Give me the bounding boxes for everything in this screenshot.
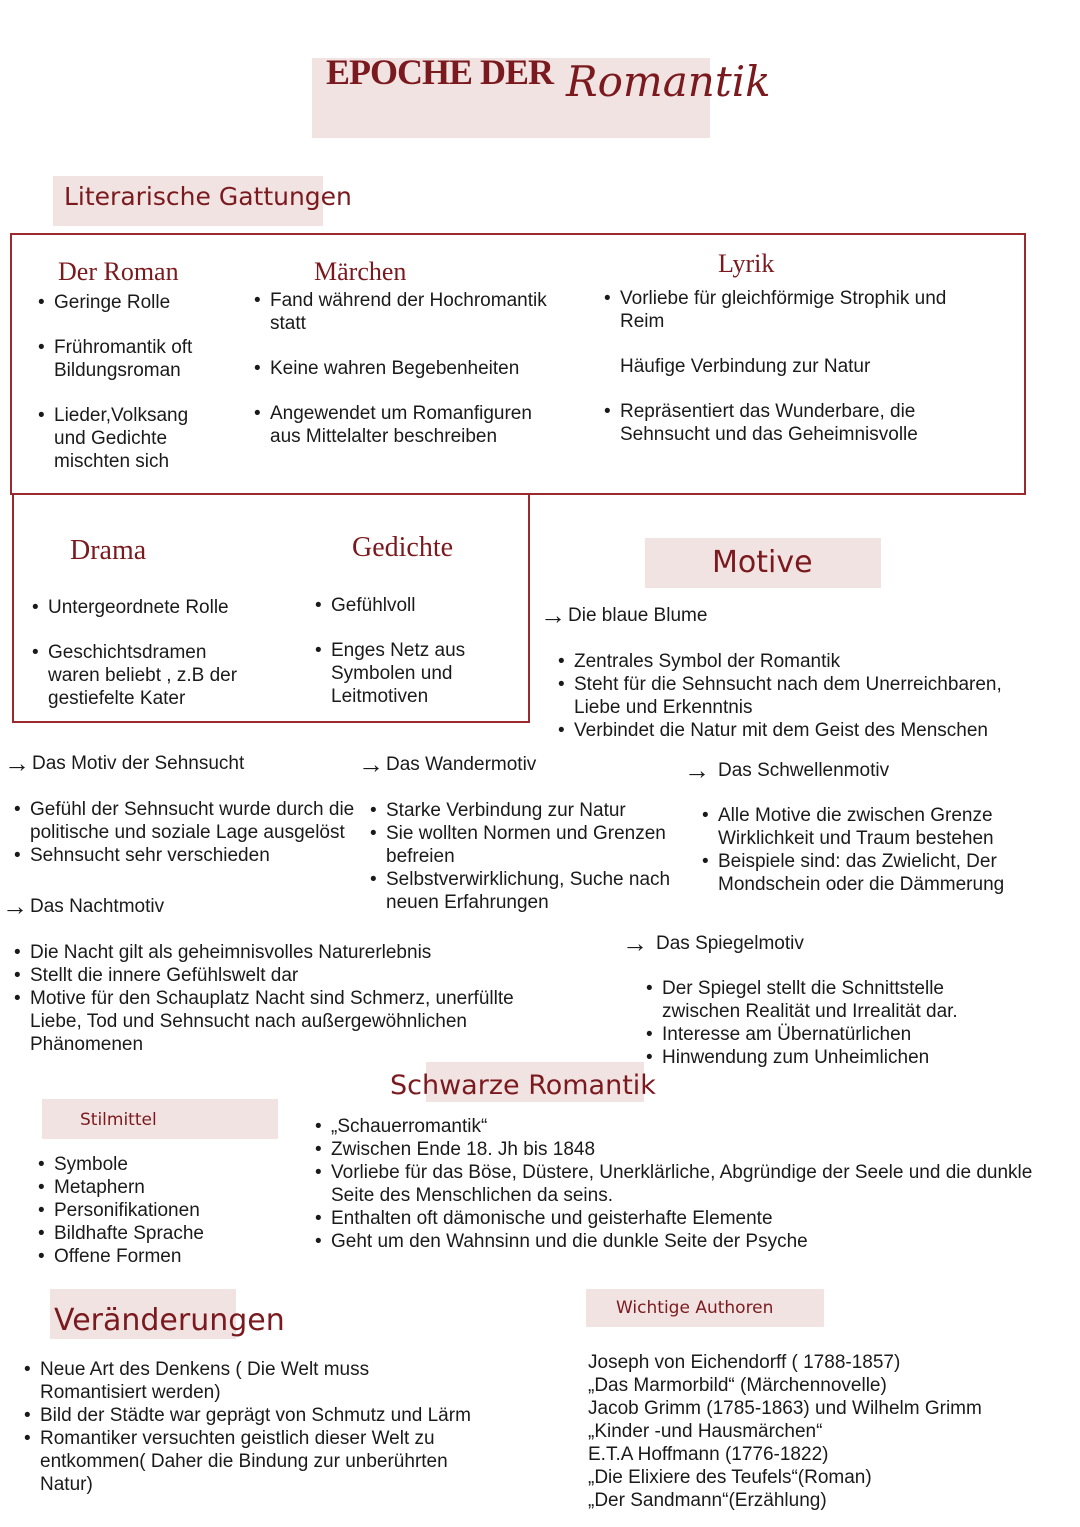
gedichte-heading: Gedichte bbox=[352, 532, 454, 563]
maerchen-list bbox=[252, 289, 572, 448]
list-item: • Geht um den Wahnsinn und die dunkle Seite der Psyche bbox=[313, 1230, 1073, 1253]
stilmittel-heading: Stilmittel bbox=[80, 1110, 157, 1130]
list-item: • Geschichtsdramen waren beliebt , z.B der gestiefelte Kater bbox=[30, 641, 258, 710]
list-item: • Lieder,Volksang und Gedichte mischten sich bbox=[36, 404, 214, 473]
list-item: • Untergeordnete Rolle bbox=[30, 596, 270, 619]
schwelle-list bbox=[700, 804, 1020, 896]
list-item: • Verbindet die Natur mit dem Geist des Menschen bbox=[556, 719, 1056, 742]
autoren-list bbox=[588, 1351, 1068, 1512]
list-item: • Zentrales Symbol der Romantik bbox=[556, 650, 1056, 673]
roman-heading: Der Roman bbox=[58, 257, 179, 286]
list-item: • Enges Netz aus Symbolen und Leitmotiven bbox=[313, 639, 491, 708]
wander-list bbox=[368, 799, 688, 914]
list-item: • Bild der Städte war geprägt von Schmutz und Lärm bbox=[22, 1404, 502, 1427]
list-item: • Offene Formen bbox=[36, 1245, 256, 1268]
list-item: • Repräsentiert das Wunderbare, die Sehnsucht und das Geheimnisvolle bbox=[602, 400, 950, 446]
maerchen-heading: Märchen bbox=[314, 257, 407, 286]
list-item: • Motive für den Schauplatz Nacht sind Schmerz, unerfüllte Liebe, Tod und Sehnsucht nach außergewöhnlichen Phänomenen bbox=[12, 987, 540, 1056]
list-item: „Die Elixiere des Teufels“(Roman) bbox=[588, 1467, 872, 1488]
list-item: • Sie wollten Normen und Grenzen befreien bbox=[368, 822, 686, 868]
list-item: • Enthalten oft dämonische und geisterhafte Elemente bbox=[313, 1207, 1073, 1230]
list-item: • Selbstverwirklichung, Suche nach neuen Erfahrungen bbox=[368, 868, 696, 914]
list-item: „Der Sandmann“(Erzählung) bbox=[588, 1490, 827, 1511]
arrow-right-icon: → bbox=[684, 755, 710, 785]
list-item: • Alle Motive die zwischen Grenze Wirklichkeit und Traum bestehen bbox=[700, 804, 1018, 850]
sehnsucht-list bbox=[12, 798, 372, 867]
list-item: • Romantiker versuchten geistlich dieser Welt zu entkommen( Daher die Bindung zur unberührten Natur) bbox=[22, 1427, 480, 1496]
list-item: E.T.A Hoffmann (1776-1822) bbox=[588, 1444, 829, 1465]
motif-nacht-title: → Das Nachtmotiv bbox=[2, 891, 165, 921]
motif-blaue-blume-title: → Die blaue Blume bbox=[540, 600, 708, 630]
list-item: • Die Nacht gilt als geheimnisvolles Naturerlebnis bbox=[12, 941, 552, 964]
arrow-right-icon: → bbox=[4, 748, 30, 778]
list-item: • Vorliebe für gleichförmige Strophik und Reim bbox=[602, 287, 980, 333]
list-item: • Beispiele sind: das Zwielicht, Der Mondschein oder die Dämmerung bbox=[700, 850, 1028, 896]
arrow-right-icon: → bbox=[622, 928, 648, 958]
list-item: • Angewendet um Romanfiguren aus Mittelalter beschreiben bbox=[252, 402, 560, 448]
motive-heading: Motive bbox=[712, 545, 813, 580]
list-item: • Interesse am Übernatürlichen bbox=[644, 1023, 1004, 1046]
schwarze-list bbox=[313, 1115, 1073, 1253]
stilmittel-list bbox=[36, 1153, 256, 1268]
page-title-script: Romantik bbox=[566, 57, 771, 106]
list-item: • Gefühlvoll bbox=[313, 594, 513, 617]
gattungen-heading: Literarische Gattungen bbox=[64, 182, 352, 211]
list-item: • Geringe Rolle bbox=[36, 291, 236, 314]
arrow-right-icon: → bbox=[2, 891, 28, 921]
list-item: • Starke Verbindung zur Natur bbox=[368, 799, 688, 822]
drama-heading: Drama bbox=[70, 535, 147, 566]
nacht-list bbox=[12, 941, 552, 1056]
list-item: „Das Marmorbild“ (Märchennovelle) bbox=[588, 1375, 887, 1396]
motif-spiegel-title: → Das Spiegelmotiv bbox=[622, 928, 804, 958]
schwarze-heading: Schwarze Romantik bbox=[390, 1070, 656, 1101]
lyrik-heading: Lyrik bbox=[718, 249, 775, 278]
motif-wander-title: → Das Wandermotiv bbox=[358, 749, 537, 779]
lyrik-list bbox=[602, 287, 1002, 446]
list-item: • „Schauerromantik“ bbox=[313, 1115, 1073, 1138]
list-item: • Metaphern bbox=[36, 1176, 256, 1199]
motif-sehnsucht-title: → Das Motiv der Sehnsucht bbox=[4, 748, 245, 778]
list-item: • Bildhafte Sprache bbox=[36, 1222, 256, 1245]
blaue-blume-list bbox=[556, 650, 1056, 742]
list-item: • Gefühl der Sehnsucht wurde durch die politische und soziale Lage ausgelöst bbox=[12, 798, 372, 844]
list-item: • Neue Art des Denkens ( Die Welt muss Romantisiert werden) bbox=[22, 1358, 400, 1404]
veraenderungen-heading: Veränderungen bbox=[54, 1303, 285, 1338]
page-title: EPOCHE DER bbox=[326, 52, 554, 92]
gedichte-list bbox=[313, 594, 513, 708]
list-item: „Kinder -und Hausmärchen“ bbox=[588, 1421, 823, 1442]
motif-schwelle-title: → Das Schwellenmotiv bbox=[684, 755, 890, 785]
list-item: • Symbole bbox=[36, 1153, 256, 1176]
arrow-right-icon: → bbox=[358, 749, 384, 779]
arrow-right-icon: → bbox=[540, 600, 566, 630]
roman-list bbox=[36, 291, 236, 473]
drama-list bbox=[30, 596, 270, 710]
list-item: • Zwischen Ende 18. Jh bis 1848 bbox=[313, 1138, 1073, 1161]
list-item: Joseph von Eichendorff ( 1788-1857) bbox=[588, 1352, 901, 1373]
list-item: Jacob Grimm (1785-1863) und Wilhelm Grimm bbox=[588, 1398, 982, 1419]
list-item: • Keine wahren Begebenheiten bbox=[252, 357, 572, 380]
stilmittel-banner bbox=[42, 1099, 278, 1139]
list-item: Häufige Verbindung zur Natur bbox=[620, 356, 871, 377]
spiegel-list bbox=[644, 977, 1004, 1069]
list-item: • Vorliebe für das Böse, Düstere, Unerklärliche, Abgründige der Seele und die dunkle Seite des Menschlichen da seins. bbox=[313, 1161, 1071, 1207]
list-item: • Fand während der Hochromantik statt bbox=[252, 289, 570, 335]
list-item: • Frühromantik oft Bildungsroman bbox=[36, 336, 214, 382]
list-item: • Sehnsucht sehr verschieden bbox=[12, 844, 372, 867]
list-item: • Stellt die innere Gefühlswelt dar bbox=[12, 964, 552, 987]
list-item: • Steht für die Sehnsucht nach dem Unerreichbaren, Liebe und Erkenntnis bbox=[556, 673, 1034, 719]
list-item: • Der Spiegel stellt die Schnittstelle zwischen Realität und Irrealität dar. bbox=[644, 977, 992, 1023]
list-item: • Hinwendung zum Unheimlichen bbox=[644, 1046, 1004, 1069]
autoren-heading: Wichtige Authoren bbox=[616, 1298, 774, 1318]
veraenderungen-list bbox=[22, 1358, 502, 1496]
list-item: • Personifikationen bbox=[36, 1199, 256, 1222]
